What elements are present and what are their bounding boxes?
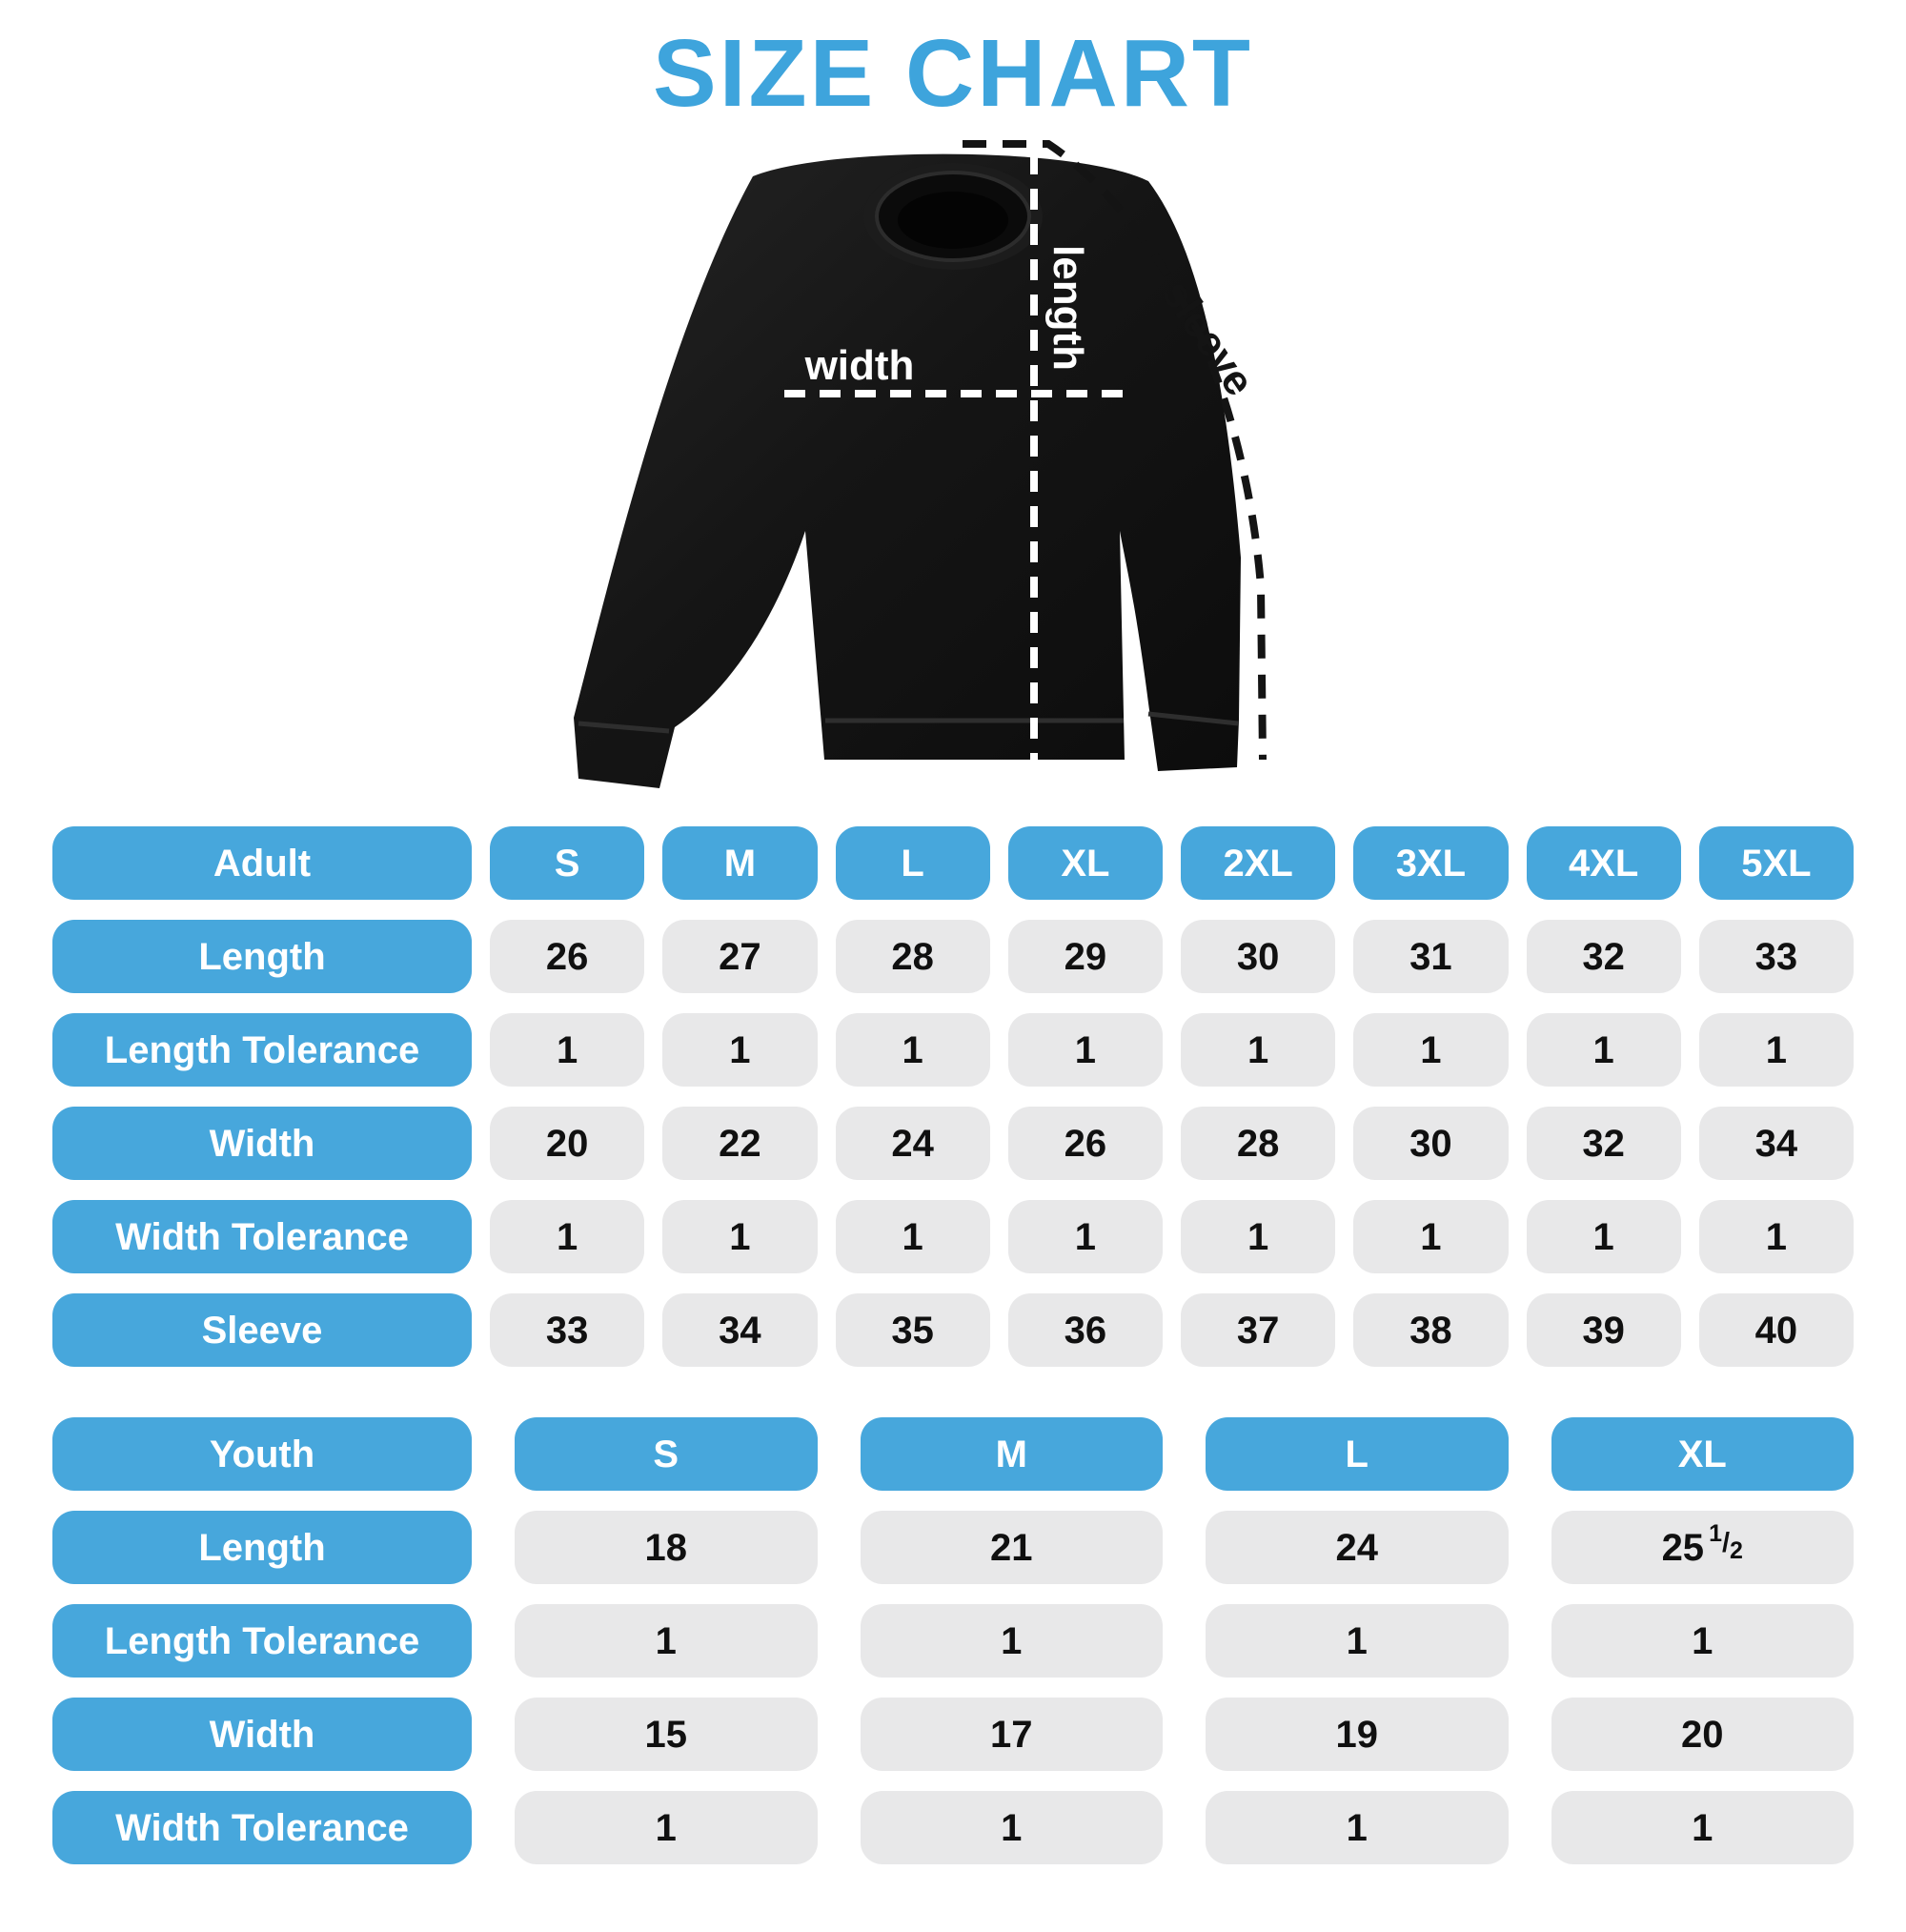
- value-cell: 1: [1181, 1200, 1335, 1273]
- value-cell: 25 1 / 2: [1551, 1511, 1855, 1584]
- sweatshirt-illustration: [524, 110, 1382, 805]
- table-title-cell: Adult: [52, 826, 472, 900]
- value-cell: 24: [1206, 1511, 1509, 1584]
- value-cell: 1: [490, 1200, 644, 1273]
- row-label: Length: [52, 920, 472, 993]
- value-cell: 1: [662, 1013, 817, 1087]
- value-cell: 1: [1699, 1200, 1854, 1273]
- value-cell: 32: [1527, 920, 1681, 993]
- sleeve-label: sleeve: [1152, 272, 1264, 404]
- value-cell: 38: [1353, 1293, 1508, 1367]
- length-label: length: [1044, 245, 1091, 371]
- row-label: Width Tolerance: [52, 1200, 472, 1273]
- table-row: [52, 1791, 1854, 1864]
- value-cell: 1: [836, 1013, 990, 1087]
- value-cell: 28: [836, 920, 990, 993]
- value-cell: 1: [662, 1200, 817, 1273]
- column-header: M: [662, 826, 817, 900]
- table-row: [52, 1013, 1854, 1087]
- value-cell: 24: [836, 1107, 990, 1180]
- collar-inner: [898, 192, 1008, 249]
- value-cell: 30: [1181, 920, 1335, 993]
- value-cell: 33: [490, 1293, 644, 1367]
- value-cell: 33: [1699, 920, 1854, 993]
- adult-size-table: [52, 826, 1854, 1367]
- value-cell: 1: [1353, 1200, 1508, 1273]
- column-header: S: [490, 826, 644, 900]
- value-cell: 1: [1527, 1013, 1681, 1087]
- value-cell: 34: [662, 1293, 817, 1367]
- value-cell: 1: [1551, 1604, 1855, 1678]
- value-cell: 35: [836, 1293, 990, 1367]
- page-title: SIZE CHART: [653, 20, 1253, 127]
- row-label: Width Tolerance: [52, 1791, 472, 1864]
- table-row: [52, 1293, 1854, 1367]
- value-cell: 32: [1527, 1107, 1681, 1180]
- youth-size-table: [52, 1417, 1854, 1864]
- value-cell: 20: [490, 1107, 644, 1180]
- value-cell: 26: [490, 920, 644, 993]
- row-label: Length Tolerance: [52, 1604, 472, 1678]
- width-label: width: [804, 342, 915, 389]
- table-row: [52, 920, 1854, 993]
- value-cell: 1: [861, 1791, 1164, 1864]
- value-cell: 1: [1206, 1604, 1509, 1678]
- row-label: Length: [52, 1511, 472, 1584]
- table-row: [52, 1511, 1854, 1584]
- row-label: Length Tolerance: [52, 1013, 472, 1087]
- value-cell: 40: [1699, 1293, 1854, 1367]
- value-cell: 31: [1353, 920, 1508, 993]
- value-cell: 22: [662, 1107, 817, 1180]
- value-cell: 1: [1353, 1013, 1508, 1087]
- value-cell: 1: [1181, 1013, 1335, 1087]
- value-cell: 20: [1551, 1698, 1855, 1771]
- size-tables: [52, 826, 1854, 1864]
- value-cell: 1: [515, 1604, 818, 1678]
- column-header: S: [515, 1417, 818, 1491]
- column-header: M: [861, 1417, 1164, 1491]
- value-cell: 37: [1181, 1293, 1335, 1367]
- value-cell: 19: [1206, 1698, 1509, 1771]
- column-header: L: [836, 826, 990, 900]
- value-cell: 1: [1699, 1013, 1854, 1087]
- table-row: [52, 1200, 1854, 1273]
- column-header: 5XL: [1699, 826, 1854, 900]
- value-cell: 28: [1181, 1107, 1335, 1180]
- value-cell: 1: [1008, 1013, 1163, 1087]
- value-cell: 1: [1008, 1200, 1163, 1273]
- column-header: 4XL: [1527, 826, 1681, 900]
- table-row: [52, 1107, 1854, 1180]
- table-row: [52, 1604, 1854, 1678]
- value-cell: 36: [1008, 1293, 1163, 1367]
- value-cell: 1: [515, 1791, 818, 1864]
- sweatshirt-measurement-diagram: [524, 110, 1382, 805]
- table-header-row: [52, 826, 1854, 900]
- value-cell: 15: [515, 1698, 818, 1771]
- column-header: 2XL: [1181, 826, 1335, 900]
- table-row: [52, 1698, 1854, 1771]
- value-cell: 21: [861, 1511, 1164, 1584]
- value-cell: 27: [662, 920, 817, 993]
- value-cell: 26: [1008, 1107, 1163, 1180]
- column-header: XL: [1008, 826, 1163, 900]
- value-cell: 30: [1353, 1107, 1508, 1180]
- row-label: Sleeve: [52, 1293, 472, 1367]
- table-header-row: [52, 1417, 1854, 1491]
- table-title-cell: Youth: [52, 1417, 472, 1491]
- row-label: Width: [52, 1698, 472, 1771]
- value-cell: 29: [1008, 920, 1163, 993]
- value-cell: 1: [1527, 1200, 1681, 1273]
- value-cell: 18: [515, 1511, 818, 1584]
- value-cell: 1: [1551, 1791, 1855, 1864]
- row-label: Width: [52, 1107, 472, 1180]
- value-cell: 1: [861, 1604, 1164, 1678]
- value-cell: 1: [1206, 1791, 1509, 1864]
- value-cell: 1: [490, 1013, 644, 1087]
- value-cell: 39: [1527, 1293, 1681, 1367]
- value-cell: 1: [836, 1200, 990, 1273]
- value-cell: 34: [1699, 1107, 1854, 1180]
- column-header: XL: [1551, 1417, 1855, 1491]
- value-cell: 17: [861, 1698, 1164, 1771]
- column-header: L: [1206, 1417, 1509, 1491]
- column-header: 3XL: [1353, 826, 1508, 900]
